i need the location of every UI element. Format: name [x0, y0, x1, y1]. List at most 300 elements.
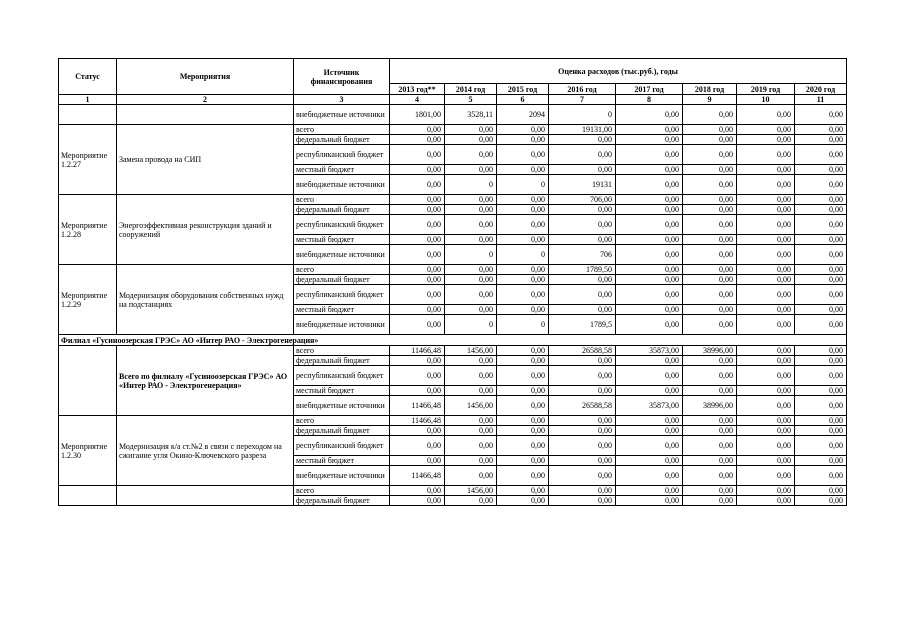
value-cell: 0,00 [497, 125, 549, 135]
value-cell: 0,00 [445, 466, 497, 486]
value-cell: 0,00 [683, 486, 737, 496]
value-cell: 11466,48 [390, 466, 445, 486]
value-cell: 0,00 [616, 436, 683, 456]
value-cell: 0,00 [445, 195, 497, 205]
value-cell: 35873,00 [616, 346, 683, 356]
value-cell: 0,00 [683, 165, 737, 175]
value-cell: 0,00 [737, 135, 795, 145]
value-cell: 0,00 [445, 416, 497, 426]
budget-table-page [58, 58, 846, 506]
column-number: 10 [737, 95, 795, 105]
value-cell: 0,00 [737, 265, 795, 275]
value-cell: 0,00 [795, 315, 847, 335]
value-cell: 0 [497, 175, 549, 195]
source-cell: местный бюджет [294, 235, 390, 245]
value-cell: 0,00 [549, 205, 616, 215]
value-cell: 0,00 [795, 426, 847, 436]
value-cell: 0,00 [549, 135, 616, 145]
value-cell: 0,00 [795, 175, 847, 195]
value-cell: 0,00 [445, 496, 497, 506]
table-row [59, 486, 847, 496]
value-cell: 0,00 [795, 356, 847, 366]
value-cell: 0,00 [445, 426, 497, 436]
value-cell: 0 [445, 175, 497, 195]
value-cell: 0,00 [445, 165, 497, 175]
value-cell: 0,00 [683, 265, 737, 275]
value-cell: 0,00 [795, 346, 847, 356]
value-cell: 0,00 [683, 275, 737, 285]
value-cell: 0,00 [683, 386, 737, 396]
measure-cell: Энергоэффективная реконструкция зданий и сооружений [117, 195, 294, 265]
status-cell [59, 346, 117, 416]
table-row [59, 416, 847, 426]
value-cell: 0,00 [737, 346, 795, 356]
status-cell [59, 486, 117, 506]
value-cell: 0,00 [445, 215, 497, 235]
value-cell: 1789,5 [549, 315, 616, 335]
value-cell: 0,00 [390, 265, 445, 275]
source-cell: внебюджетные источники [294, 396, 390, 416]
value-cell: 0,00 [616, 175, 683, 195]
value-cell: 0,00 [390, 456, 445, 466]
value-cell: 0,00 [549, 235, 616, 245]
value-cell: 0,00 [616, 275, 683, 285]
value-cell: 0,00 [549, 145, 616, 165]
value-cell: 0,00 [795, 195, 847, 205]
header-estimate: Оценка расходов (тыс.руб.), годы [390, 59, 847, 84]
value-cell: 0 [497, 315, 549, 335]
value-cell: 1789,50 [549, 265, 616, 275]
value-cell: 0,00 [497, 416, 549, 426]
source-cell: федеральный бюджет [294, 496, 390, 506]
status-cell: Мероприятие 1.2.29 [59, 265, 117, 335]
source-cell: республиканский бюджет [294, 215, 390, 235]
value-cell: 0 [549, 105, 616, 125]
value-cell: 0,00 [445, 436, 497, 456]
value-cell: 0,00 [497, 275, 549, 285]
column-number: 11 [795, 95, 847, 105]
column-number: 5 [445, 95, 497, 105]
value-cell: 0,00 [683, 285, 737, 305]
source-cell: внебюджетные источники [294, 175, 390, 195]
value-cell: 0,00 [390, 305, 445, 315]
value-cell: 0,00 [445, 356, 497, 366]
measure-cell: Всего по филиалу «Гусиноозерская ГРЭС» АО «Интер РАО - Электрогенерация» [117, 346, 294, 416]
value-cell: 0,00 [497, 346, 549, 356]
value-cell: 0,00 [445, 265, 497, 275]
value-cell: 0,00 [616, 215, 683, 235]
value-cell: 0,00 [616, 315, 683, 335]
value-cell: 0,00 [497, 135, 549, 145]
value-cell: 0 [497, 245, 549, 265]
value-cell: 0,00 [795, 436, 847, 456]
value-cell: 0,00 [795, 165, 847, 175]
value-cell: 0,00 [795, 145, 847, 165]
column-number: 3 [294, 95, 390, 105]
header-row [59, 59, 847, 84]
value-cell: 0,00 [737, 245, 795, 265]
value-cell: 0,00 [549, 416, 616, 426]
value-cell: 0,00 [497, 356, 549, 366]
value-cell: 1456,00 [445, 486, 497, 496]
source-cell: всего [294, 416, 390, 426]
value-cell: 0,00 [737, 366, 795, 386]
value-cell: 0,00 [737, 426, 795, 436]
value-cell: 19131,00 [549, 125, 616, 135]
header-status: Статус [59, 59, 117, 95]
value-cell: 1456,00 [445, 396, 497, 416]
table-row [59, 195, 847, 205]
header-year: 2019 год [737, 84, 795, 95]
value-cell: 0,00 [445, 125, 497, 135]
value-cell: 0,00 [390, 496, 445, 506]
value-cell: 0,00 [795, 305, 847, 315]
value-cell: 706 [549, 245, 616, 265]
value-cell: 0,00 [445, 135, 497, 145]
value-cell: 0,00 [549, 356, 616, 366]
value-cell: 0,00 [683, 456, 737, 466]
value-cell: 0,00 [445, 205, 497, 215]
measure-cell [117, 105, 294, 125]
source-cell: местный бюджет [294, 165, 390, 175]
value-cell: 0,00 [616, 145, 683, 165]
value-cell: 0,00 [795, 466, 847, 486]
value-cell: 0,00 [795, 135, 847, 145]
value-cell: 0,00 [497, 366, 549, 386]
value-cell: 0,00 [683, 356, 737, 366]
column-number: 1 [59, 95, 117, 105]
table-row [59, 265, 847, 275]
source-cell: местный бюджет [294, 386, 390, 396]
value-cell: 0,00 [683, 205, 737, 215]
header-year: 2017 год [616, 84, 683, 95]
value-cell: 0,00 [445, 145, 497, 165]
value-cell: 0,00 [549, 275, 616, 285]
value-cell: 0,00 [549, 366, 616, 386]
value-cell: 0,00 [497, 396, 549, 416]
value-cell: 0,00 [616, 356, 683, 366]
source-cell: местный бюджет [294, 305, 390, 315]
value-cell: 0,00 [390, 235, 445, 245]
value-cell: 0,00 [549, 466, 616, 486]
value-cell: 0,00 [737, 456, 795, 466]
value-cell: 0,00 [683, 466, 737, 486]
column-number: 8 [616, 95, 683, 105]
value-cell: 0,00 [683, 195, 737, 205]
value-cell: 0,00 [616, 366, 683, 386]
value-cell: 0,00 [390, 125, 445, 135]
value-cell: 0,00 [616, 285, 683, 305]
value-cell: 0,00 [795, 265, 847, 275]
value-cell: 0,00 [390, 426, 445, 436]
value-cell: 0,00 [683, 135, 737, 145]
value-cell: 0,00 [616, 235, 683, 245]
value-cell: 35873,00 [616, 396, 683, 416]
value-cell: 0,00 [497, 466, 549, 486]
value-cell: 0,00 [737, 436, 795, 456]
value-cell: 0,00 [497, 486, 549, 496]
measure-cell: Замена провода на СИП [117, 125, 294, 195]
value-cell: 0,00 [549, 305, 616, 315]
column-number: 4 [390, 95, 445, 105]
measure-cell [117, 486, 294, 506]
status-cell: Мероприятие 1.2.30 [59, 416, 117, 486]
header-year: 2013 год** [390, 84, 445, 95]
value-cell: 0,00 [616, 456, 683, 466]
value-cell: 26588,58 [549, 396, 616, 416]
group-row [59, 335, 847, 346]
value-cell: 0,00 [390, 205, 445, 215]
source-cell: всего [294, 195, 390, 205]
column-number: 9 [683, 95, 737, 105]
value-cell: 2094 [497, 105, 549, 125]
value-cell: 0,00 [390, 175, 445, 195]
source-cell: республиканский бюджет [294, 366, 390, 386]
value-cell: 0,00 [737, 215, 795, 235]
value-cell: 11466,48 [390, 416, 445, 426]
value-cell: 0,00 [616, 486, 683, 496]
value-cell: 0,00 [390, 285, 445, 305]
value-cell: 26588,58 [549, 346, 616, 356]
source-cell: всего [294, 346, 390, 356]
value-cell: 0,00 [497, 265, 549, 275]
value-cell: 0,00 [737, 466, 795, 486]
value-cell: 0,00 [497, 305, 549, 315]
value-cell: 0,00 [795, 205, 847, 215]
value-cell: 11466,48 [390, 396, 445, 416]
value-cell: 0,00 [445, 386, 497, 396]
value-cell: 0,00 [445, 456, 497, 466]
value-cell: 0,00 [737, 175, 795, 195]
source-cell: федеральный бюджет [294, 356, 390, 366]
value-cell: 0,00 [737, 356, 795, 366]
value-cell: 1456,00 [445, 346, 497, 356]
value-cell: 0,00 [737, 235, 795, 245]
source-cell: местный бюджет [294, 456, 390, 466]
source-cell: федеральный бюджет [294, 135, 390, 145]
value-cell: 0,00 [497, 215, 549, 235]
value-cell: 0,00 [683, 145, 737, 165]
value-cell: 0,00 [737, 275, 795, 285]
value-cell: 0,00 [616, 135, 683, 145]
value-cell: 0,00 [616, 466, 683, 486]
value-cell: 38996,00 [683, 396, 737, 416]
value-cell: 0,00 [795, 486, 847, 496]
value-cell: 38996,00 [683, 346, 737, 356]
value-cell: 0,00 [683, 125, 737, 135]
value-cell: 0,00 [737, 125, 795, 135]
value-cell: 0,00 [683, 366, 737, 386]
budget-table [58, 58, 847, 506]
value-cell: 0 [445, 315, 497, 335]
value-cell: 0,00 [549, 436, 616, 456]
value-cell: 19131 [549, 175, 616, 195]
value-cell: 0,00 [737, 486, 795, 496]
value-cell: 0,00 [390, 245, 445, 265]
source-cell: республиканский бюджет [294, 285, 390, 305]
value-cell: 0,00 [390, 215, 445, 235]
value-cell: 0,00 [795, 245, 847, 265]
value-cell: 0,00 [795, 105, 847, 125]
value-cell: 0,00 [616, 165, 683, 175]
value-cell: 0,00 [616, 386, 683, 396]
status-cell: Мероприятие 1.2.27 [59, 125, 117, 195]
status-cell: Мероприятие 1.2.28 [59, 195, 117, 265]
value-cell: 0,00 [683, 426, 737, 436]
column-number: 2 [117, 95, 294, 105]
status-cell [59, 105, 117, 125]
value-cell: 0,00 [683, 175, 737, 195]
source-cell: внебюджетные источники [294, 105, 390, 125]
value-cell: 0,00 [616, 125, 683, 135]
value-cell: 0,00 [683, 105, 737, 125]
value-cell: 0,00 [497, 145, 549, 165]
value-cell: 0,00 [616, 426, 683, 436]
header-year: 2016 год [549, 84, 616, 95]
table-row [59, 346, 847, 356]
value-cell: 0,00 [497, 235, 549, 245]
source-cell: внебюджетные источники [294, 315, 390, 335]
value-cell: 0,00 [616, 205, 683, 215]
value-cell: 0,00 [683, 496, 737, 506]
value-cell: 0,00 [549, 456, 616, 466]
value-cell: 0,00 [737, 386, 795, 396]
value-cell: 0,00 [737, 416, 795, 426]
value-cell: 0,00 [737, 285, 795, 305]
source-cell: всего [294, 125, 390, 135]
value-cell: 0,00 [683, 245, 737, 265]
value-cell: 0,00 [795, 215, 847, 235]
value-cell: 0,00 [549, 496, 616, 506]
value-cell: 0,00 [795, 235, 847, 245]
value-cell: 0,00 [616, 416, 683, 426]
value-cell: 0,00 [549, 426, 616, 436]
value-cell: 0,00 [795, 396, 847, 416]
value-cell: 0,00 [683, 215, 737, 235]
value-cell: 0,00 [616, 305, 683, 315]
value-cell: 0,00 [737, 105, 795, 125]
source-cell: республиканский бюджет [294, 436, 390, 456]
value-cell: 0,00 [390, 315, 445, 335]
value-cell: 11466,48 [390, 346, 445, 356]
value-cell: 0,00 [497, 496, 549, 506]
header-year: 2015 год [497, 84, 549, 95]
value-cell: 0,00 [497, 456, 549, 466]
value-cell: 0,00 [683, 416, 737, 426]
table-body [59, 105, 847, 506]
value-cell: 0,00 [795, 416, 847, 426]
value-cell: 0,00 [795, 496, 847, 506]
value-cell: 0,00 [497, 285, 549, 305]
value-cell: 0,00 [390, 195, 445, 205]
column-number-row [59, 95, 847, 105]
value-cell: 0,00 [497, 386, 549, 396]
value-cell: 706,00 [549, 195, 616, 205]
value-cell: 0,00 [737, 396, 795, 416]
value-cell: 0,00 [445, 275, 497, 285]
value-cell: 0,00 [549, 165, 616, 175]
value-cell: 0,00 [497, 165, 549, 175]
value-cell: 0,00 [549, 386, 616, 396]
value-cell: 0,00 [795, 456, 847, 466]
value-cell: 0,00 [390, 436, 445, 456]
header-year: 2014 год [445, 84, 497, 95]
source-cell: федеральный бюджет [294, 275, 390, 285]
value-cell: 0,00 [497, 205, 549, 215]
value-cell: 0,00 [390, 135, 445, 145]
value-cell: 0,00 [737, 496, 795, 506]
source-cell: федеральный бюджет [294, 426, 390, 436]
value-cell: 0,00 [795, 386, 847, 396]
value-cell: 0,00 [497, 426, 549, 436]
value-cell: 0,00 [683, 436, 737, 456]
measure-cell: Модернизация к/а ст.№2 в связи с переходом на сжигание угля Окино-Ключевского разреза [117, 416, 294, 486]
source-cell: внебюджетные источники [294, 245, 390, 265]
value-cell: 0,00 [445, 366, 497, 386]
source-cell: всего [294, 486, 390, 496]
value-cell: 0,00 [445, 235, 497, 245]
value-cell: 0,00 [616, 496, 683, 506]
value-cell: 0,00 [683, 235, 737, 245]
source-cell: федеральный бюджет [294, 205, 390, 215]
measure-cell: Модернизация оборудования собственных нужд на подстанциях [117, 265, 294, 335]
table-row [59, 105, 847, 125]
value-cell: 0,00 [737, 165, 795, 175]
value-cell: 3528,11 [445, 105, 497, 125]
value-cell: 0,00 [390, 486, 445, 496]
value-cell: 0,00 [549, 486, 616, 496]
value-cell: 0,00 [497, 436, 549, 456]
value-cell: 0,00 [616, 245, 683, 265]
column-number: 7 [549, 95, 616, 105]
value-cell: 0,00 [445, 285, 497, 305]
value-cell: 0,00 [616, 265, 683, 275]
value-cell: 0 [445, 245, 497, 265]
value-cell: 0,00 [737, 205, 795, 215]
value-cell: 0,00 [445, 305, 497, 315]
column-number: 6 [497, 95, 549, 105]
value-cell: 0,00 [795, 275, 847, 285]
value-cell: 0,00 [390, 366, 445, 386]
value-cell: 1801,00 [390, 105, 445, 125]
value-cell: 0,00 [683, 305, 737, 315]
source-cell: внебюджетные источники [294, 466, 390, 486]
header-source: Источник финансирования [294, 59, 390, 95]
value-cell: 0,00 [795, 366, 847, 386]
value-cell: 0,00 [390, 145, 445, 165]
value-cell: 0,00 [390, 165, 445, 175]
value-cell: 0,00 [737, 315, 795, 335]
value-cell: 0,00 [497, 195, 549, 205]
value-cell: 0,00 [390, 356, 445, 366]
table-row [59, 125, 847, 135]
value-cell: 0,00 [616, 105, 683, 125]
value-cell: 0,00 [737, 305, 795, 315]
value-cell: 0,00 [795, 125, 847, 135]
value-cell: 0,00 [390, 386, 445, 396]
value-cell: 0,00 [737, 195, 795, 205]
header-measures: Мероприятия [117, 59, 294, 95]
group-title: Филиал «Гусиноозерская ГРЭС» АО «Интер РАО - Электрогенерация» [59, 335, 847, 346]
header-year: 2020 год [795, 84, 847, 95]
value-cell: 0,00 [549, 215, 616, 235]
value-cell: 0,00 [549, 285, 616, 305]
value-cell: 0,00 [795, 285, 847, 305]
source-cell: республиканский бюджет [294, 145, 390, 165]
source-cell: всего [294, 265, 390, 275]
value-cell: 0,00 [683, 315, 737, 335]
value-cell: 0,00 [390, 275, 445, 285]
